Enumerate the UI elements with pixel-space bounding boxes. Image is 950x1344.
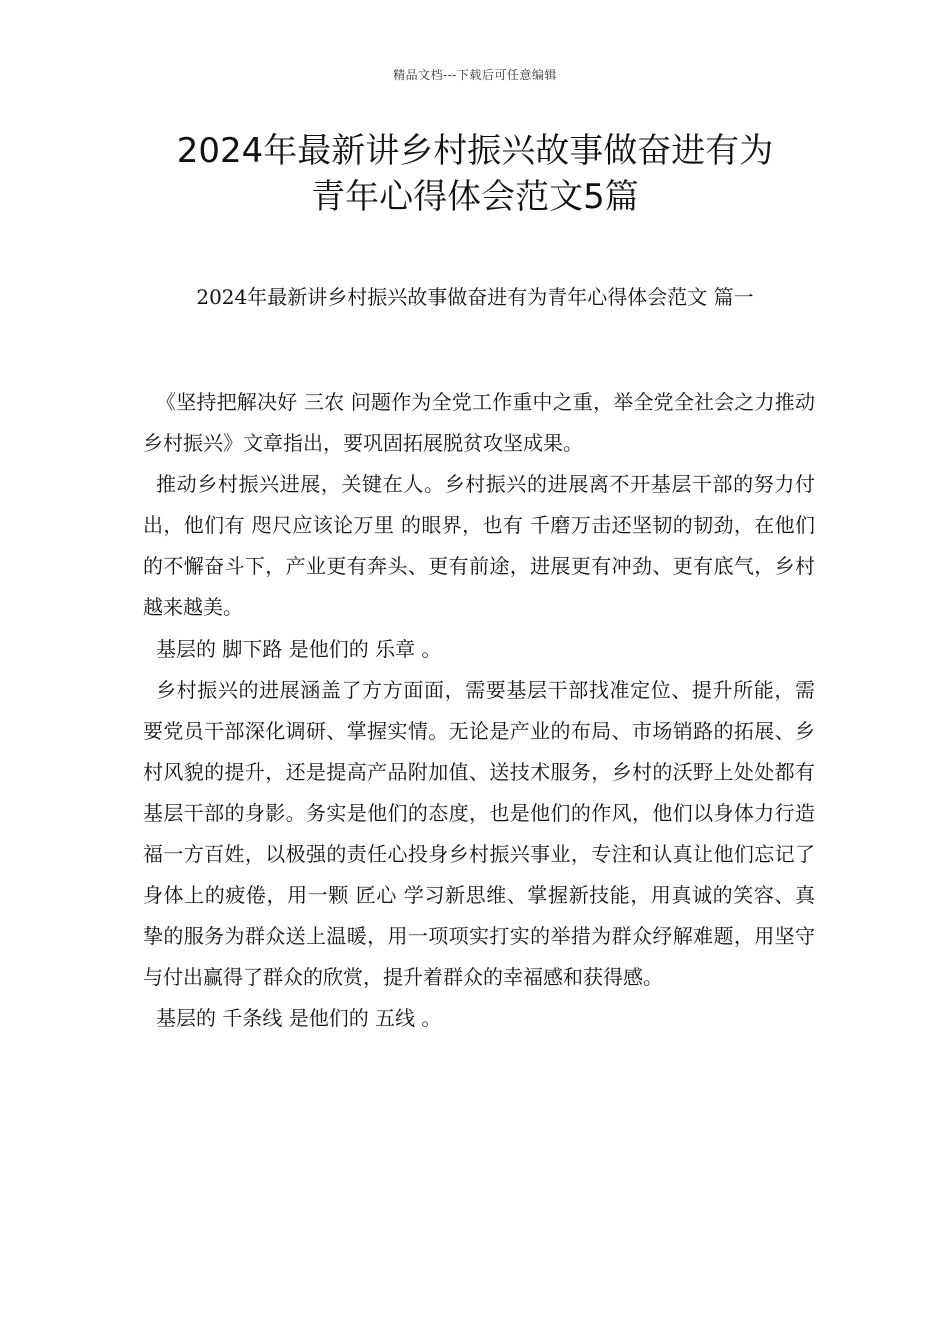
paragraph: 乡村振兴的进展涵盖了方方面面，需要基层干部找准定位、提升所能，需要党员干部深化调研、掌握实情。无论是产业的布局、市场销路的拓展、乡村风貌的提升，还是提高产品附加值、送技术服务，乡村的沃野上处处都有基层干部的身影。务实是他们的态度，也是他们的作风，他们以身体力行造福一方百姓，以极强的责任心投身乡村振兴事业，专注和认真让他们忘记了身体上的疲倦，用一颗 匠心 学习新思维、掌握新技能，用真诚的笑容、真挚的服务为群众送上温暖，用一项项实打实的举措为群众纾解难题，用坚守与付出赢得了群众的欣赏，提升着群众的幸福感和获得感。 <box>143 677 815 990</box>
paragraph: 基层的 千条线 是他们的 五线 。 <box>156 1006 442 1031</box>
paragraph: 推动乡村振兴进展，关键在人。乡村振兴的进展离不开基层干部的努力付出，他们有 咫尺应该论万里 的眼界，也有 千磨万击还坚韧的韧劲，在他们的不懈奋斗下，产业更有奔头、更有前途，进展更有冲劲、更有底气，乡村越来越美。 <box>143 472 815 620</box>
section-heading: 2024年最新讲乡村振兴故事做奋进有为青年心得体会范文 篇一 <box>196 285 754 309</box>
document-title <box>80 128 870 220</box>
page-header: 精品文档---下载后可任意编辑 <box>393 68 557 82</box>
paragraph: 基层的 脚下路 是他们的 乐章 。 <box>156 636 442 661</box>
body-text <box>143 382 815 1040</box>
title-line-2: 青年心得体会范文5篇 <box>311 177 639 217</box>
title-line-1: 2024年最新讲乡村振兴故事做奋进有为 <box>176 131 774 171</box>
paragraph: 《坚持把解决好 三农 问题作为全党工作重中之重，举全党全社会之力推动乡村振兴》文章指出，要巩固拓展脱贫攻坚成果。 <box>143 390 815 456</box>
